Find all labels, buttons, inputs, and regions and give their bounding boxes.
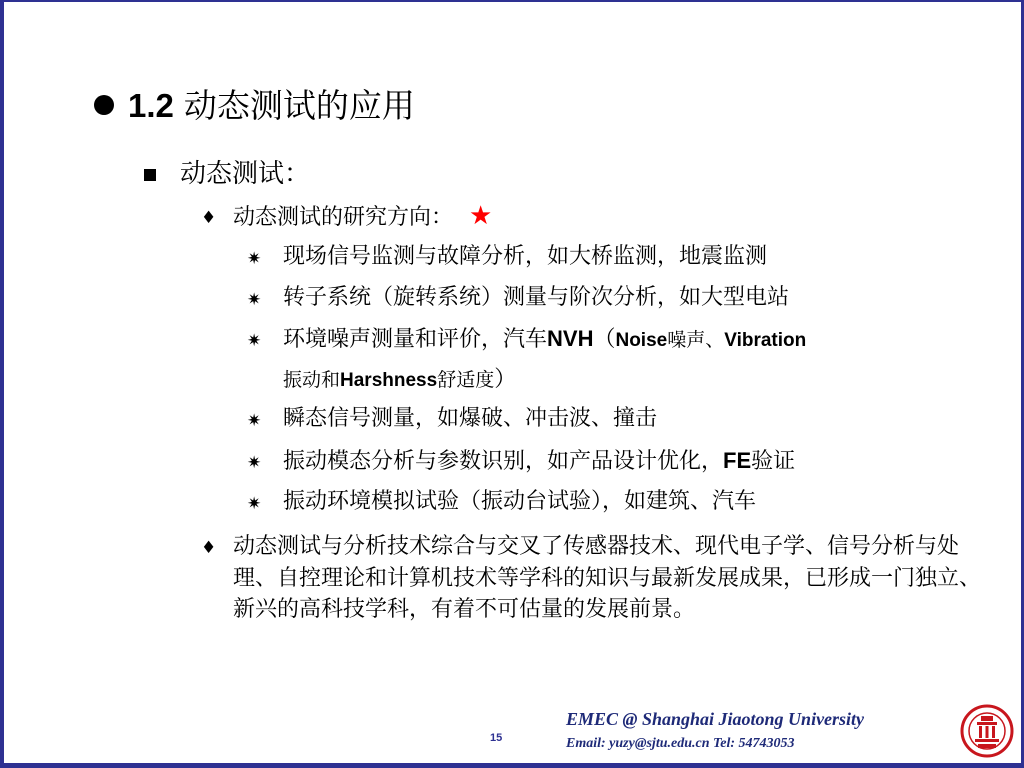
square-bullet-icon xyxy=(144,169,156,181)
paragraph-text: 动态测试与分析技术综合与交叉了传感器技术、现代电子学、信号分析与处理、自控理论和计算机技术等学科的知识与最新发展成果，已形成一门独立、新兴的高科技学科，有着不可估量的发展前景。 xyxy=(233,534,982,622)
list-item-text: 现场信号监测与故障分析，如大桥监测，地震监测 xyxy=(283,244,768,269)
item3-paren-close: ） xyxy=(494,367,517,392)
university-seal-logo xyxy=(960,704,1014,758)
asterisk-bullet-icon: ✷ xyxy=(247,290,262,310)
title-number: 1.2 xyxy=(128,87,174,124)
footer-contact: Email: yuzy@sjtu.edu.cn Tel: 54743053 xyxy=(566,736,795,751)
list-item xyxy=(247,241,767,272)
star-icon: ★ xyxy=(469,201,493,231)
subheading-research-directions xyxy=(201,201,492,233)
asterisk-bullet-icon: ✷ xyxy=(247,331,262,351)
list-item xyxy=(247,445,795,477)
list-item xyxy=(247,403,657,434)
asterisk-bullet-icon: ✷ xyxy=(247,453,262,473)
item3-text-a: 环境噪声测量和评价，汽车 xyxy=(283,327,548,352)
summary-paragraph xyxy=(201,531,981,626)
list-item-continuation xyxy=(283,364,516,396)
item3-noise: Noise xyxy=(615,330,668,351)
list-item-text xyxy=(283,327,806,352)
item5-fe: FE xyxy=(723,448,752,473)
page-number: 15 xyxy=(490,732,503,744)
item3-vibration: Vibration xyxy=(724,330,807,351)
diamond-bullet-icon: ♦ xyxy=(201,208,217,228)
title-text: 动态测试的应用 xyxy=(183,86,415,125)
item5-text-b: 验证 xyxy=(751,449,796,474)
slide-title xyxy=(94,84,415,128)
subheading-label: 动态测试的研究方向： xyxy=(233,205,454,230)
asterisk-bullet-icon: ✷ xyxy=(247,411,262,431)
item3-paren-open: （ xyxy=(593,327,616,352)
section-heading xyxy=(144,156,310,192)
list-item-text: 瞬态信号测量，如爆破、冲击波、撞击 xyxy=(283,406,658,431)
item3-text-c: 噪声、 xyxy=(667,329,725,351)
list-item-text xyxy=(283,449,795,474)
item5-text-a: 振动模态分析与参数识别，如产品设计优化， xyxy=(283,449,724,474)
item3-harshness: Harshness xyxy=(340,370,438,391)
asterisk-bullet-icon: ✷ xyxy=(247,494,262,514)
list-item-text: 转子系统（旋转系统）测量与阶次分析，如大型电站 xyxy=(283,285,790,310)
item3-text-d: 振动和 xyxy=(283,369,341,391)
list-item xyxy=(247,323,806,356)
list-item xyxy=(247,282,789,313)
asterisk-bullet-icon: ✷ xyxy=(247,249,262,269)
section-label: 动态测试： xyxy=(180,159,311,189)
footer-institution: EMEC @ Shanghai Jiaotong University xyxy=(566,709,865,729)
title-bullet-icon xyxy=(94,95,114,115)
diamond-bullet-icon: ♦ xyxy=(201,538,217,558)
list-item xyxy=(247,486,756,517)
item3-text-e: 舒适度 xyxy=(437,369,495,391)
item3-nvh: NVH xyxy=(547,326,594,351)
list-item-text: 振动环境模拟试验（振动台试验），如建筑、汽车 xyxy=(283,489,757,514)
